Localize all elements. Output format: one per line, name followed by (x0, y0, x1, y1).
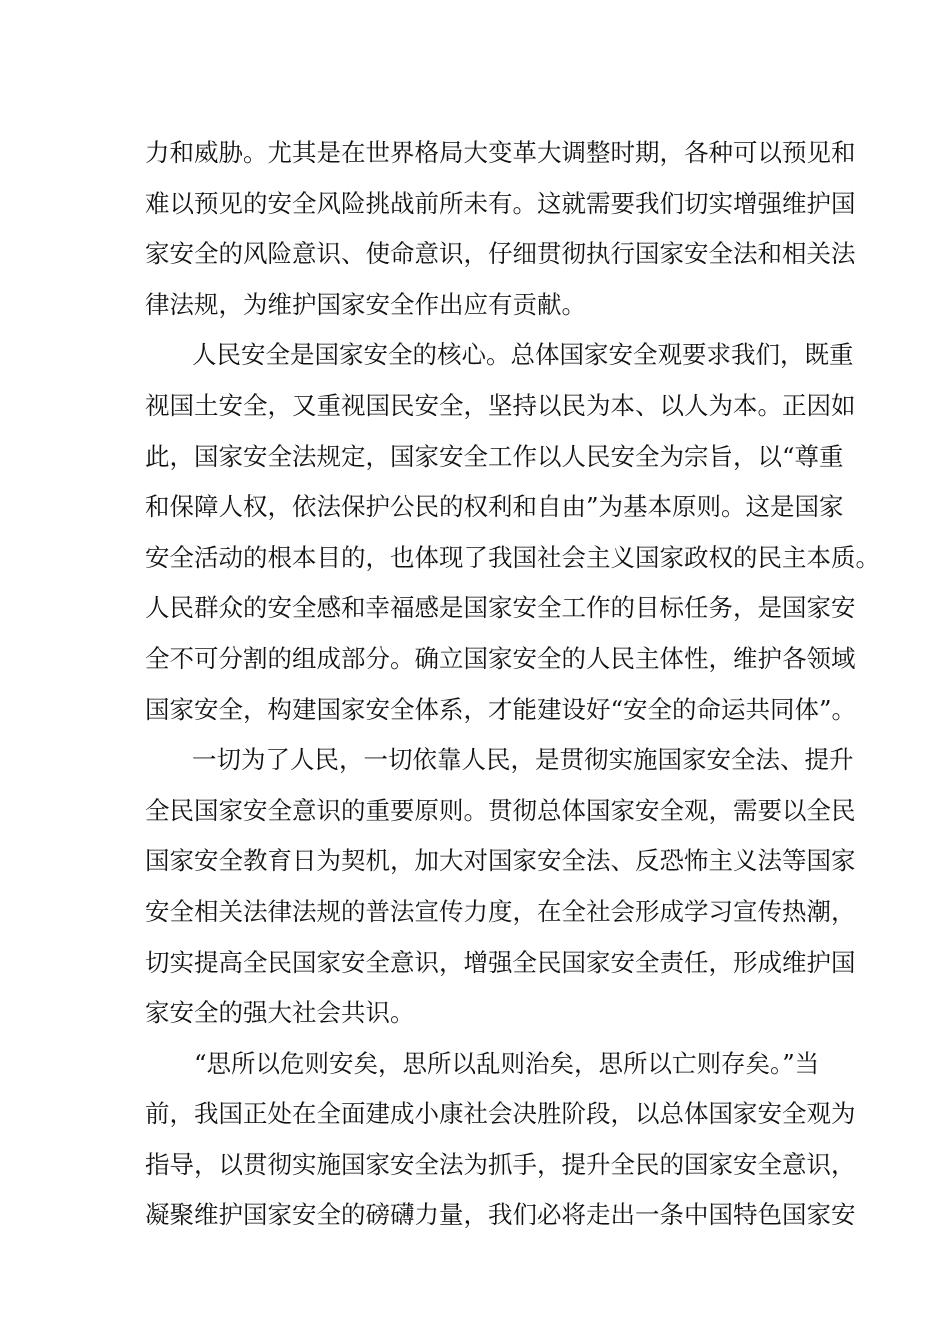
text-line: 难以预见的安全风险挑战前所未有。这就需要我们切实增强维护国 (145, 188, 856, 218)
text-line: 全不可分割的组成部分。确立国家安全的人民主体性，维护各领域 (145, 643, 856, 673)
text-line: 安全相关法律法规的普法宣传力度，在全社会形成学习宣传热潮， (145, 896, 856, 926)
paragraph-first-line: “思所以危则安矣，思所以乱则治矣，思所以亡则存矣。”当 (194, 1048, 820, 1078)
text-line: 凝聚维护国家安全的磅礴力量，我们必将走出一条中国特色国家安 (145, 1200, 856, 1230)
text-line: 家安全的风险意识、使命意识，仔细贯彻执行国家安全法和相关法 (145, 239, 856, 269)
body-text (145, 128, 880, 1241)
text-line: 全民国家安全意识的重要原则。贯彻总体国家安全观，需要以全民 (145, 795, 856, 825)
text-line: 家安全的强大社会共识。 (145, 998, 415, 1028)
text-line: 指导，以贯彻实施国家安全法为抓手，提升全民的国家安全意识， (145, 1149, 856, 1179)
text-line: 视国土安全，又重视国民安全，坚持以民为本、以人为本。正因如 (145, 390, 856, 420)
text-line: 此，国家安全法规定，国家安全工作以人民安全为宗旨，以“尊重 (145, 441, 844, 471)
text-line: 国家安全教育日为契机，加大对国家安全法、反恐怖主义法等国家 (145, 846, 856, 876)
text-line: 国家安全，构建国家安全体系，才能建设好“安全的命运共同体”。 (145, 694, 857, 724)
paragraph-first-line: 人民安全是国家安全的核心。总体国家安全观要求我们，既重 (192, 340, 854, 370)
text-line: 安全活动的根本目的，也体现了我国社会主义国家政权的民主本质。 (145, 542, 880, 572)
paragraph-first-line: 一切为了人民，一切依靠人民，是贯彻实施国家安全法、提升 (192, 745, 854, 775)
text-line: 人民群众的安全感和幸福感是国家安全工作的目标任务，是国家安 (145, 593, 856, 623)
text-line: 律法规，为维护国家安全作出应有贡献。 (145, 289, 586, 319)
text-line: 力和威胁。尤其是在世界格局大变革大调整时期，各种可以预见和 (145, 138, 856, 167)
text-line: 前，我国正处在全面建成小康社会决胜阶段，以总体国家安全观为 (145, 1099, 856, 1129)
text-line: 切实提高全民国家安全意识，增强全民国家安全责任，形成维护国 (145, 947, 856, 977)
text-line: 和保障人权，依法保护公民的权利和自由”为基本原则。这是国家 (145, 492, 844, 522)
